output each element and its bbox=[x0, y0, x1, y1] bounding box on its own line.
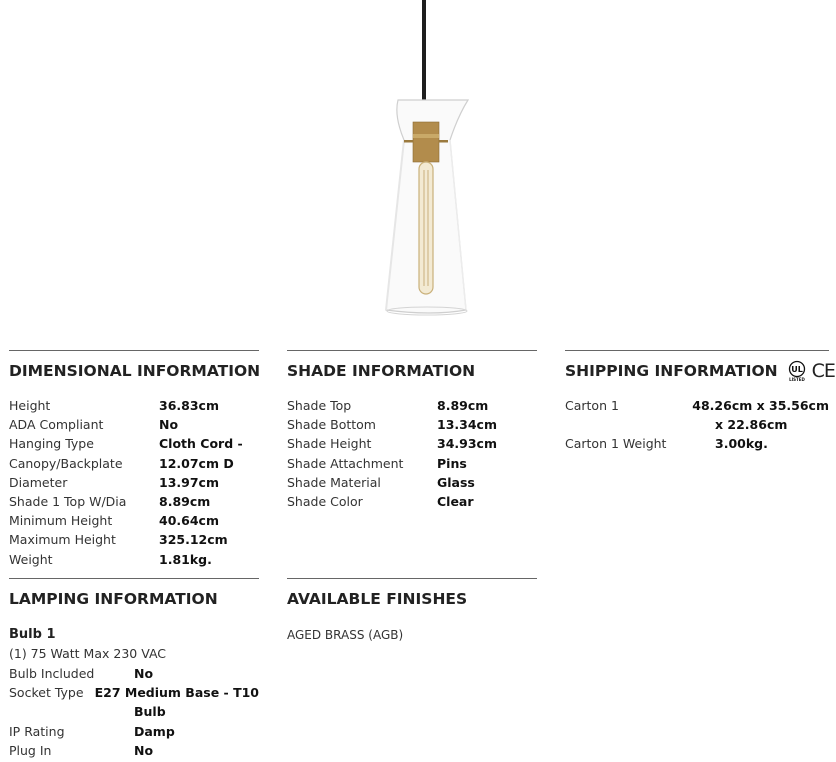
spec-row bbox=[9, 664, 259, 683]
spec-label: IP Rating bbox=[9, 723, 65, 739]
spec-label: Socket Type bbox=[9, 685, 84, 701]
product-image bbox=[360, 0, 480, 330]
spec-value-continued: Bulb bbox=[134, 704, 166, 720]
spec-label: Shade Top bbox=[287, 398, 352, 413]
spec-value: Damp bbox=[134, 723, 175, 739]
shipping-section bbox=[565, 350, 835, 454]
spec-value: Clear bbox=[437, 494, 474, 510]
section-title: DIMENSIONAL INFORMATION bbox=[9, 350, 259, 386]
spec-row bbox=[287, 396, 537, 415]
section-title-row bbox=[565, 350, 835, 386]
section-title: SHADE INFORMATION bbox=[287, 350, 537, 386]
spec-row bbox=[565, 434, 829, 453]
spec-label: Weight bbox=[9, 551, 53, 567]
spec-row bbox=[287, 434, 537, 453]
spec-value: 8.89cm bbox=[437, 398, 489, 413]
spec-label: Carton 1 bbox=[565, 398, 619, 413]
spec-label: ADA Compliant bbox=[9, 417, 104, 433]
spec-row bbox=[9, 741, 259, 760]
certification-logos bbox=[786, 360, 835, 382]
section-title: SHIPPING INFORMATION bbox=[565, 362, 778, 380]
bulb-description: (1) 75 Watt Max 230 VAC bbox=[9, 646, 167, 661]
spec-row bbox=[9, 722, 259, 741]
spec-row bbox=[9, 473, 259, 492]
section-title: LAMPING INFORMATION bbox=[9, 578, 259, 614]
spec-value: No bbox=[159, 417, 179, 433]
spec-row bbox=[9, 511, 259, 530]
spec-row bbox=[287, 492, 537, 511]
spec-value: 13.34cm bbox=[437, 417, 497, 433]
ul-listed-icon bbox=[786, 360, 810, 382]
spec-value-continued: x 22.86cm bbox=[715, 417, 788, 433]
spec-label: Plug In bbox=[9, 742, 52, 758]
spec-value: 36.83cm bbox=[159, 398, 219, 413]
spec-value: No bbox=[134, 666, 154, 681]
spec-label: Shade Color bbox=[287, 494, 363, 510]
spec-value: 3.00kg. bbox=[715, 436, 768, 452]
spec-label: Shade Attachment bbox=[287, 455, 404, 471]
spec-row bbox=[9, 492, 259, 511]
spec-label: Canopy/Backplate bbox=[9, 455, 123, 471]
lamping-section bbox=[9, 578, 259, 760]
ul-listed-text: LISTED bbox=[788, 377, 805, 382]
finish-item: AGED BRASS (AGB) bbox=[287, 628, 404, 642]
spec-label: Diameter bbox=[9, 474, 68, 490]
spec-row bbox=[287, 473, 537, 492]
spec-value: 1.81kg. bbox=[159, 551, 212, 567]
spec-label: Shade 1 Top W/Dia bbox=[9, 494, 127, 510]
spec-label: Hanging Type bbox=[9, 436, 94, 452]
spec-value: 8.89cm bbox=[159, 494, 211, 510]
spec-row-continued bbox=[565, 415, 829, 434]
spec-value: 34.93cm bbox=[437, 436, 497, 452]
spec-label: Carton 1 Weight bbox=[565, 436, 667, 452]
shade-section bbox=[287, 350, 537, 511]
spec-row bbox=[9, 550, 259, 569]
spec-value: 13.97cm bbox=[159, 474, 219, 490]
finishes-section bbox=[287, 578, 537, 642]
spec-row bbox=[565, 396, 829, 415]
spec-label: Maximum Height bbox=[9, 532, 116, 548]
spec-value: No bbox=[134, 742, 154, 758]
spec-value: 48.26cm x 35.56cm bbox=[692, 398, 829, 413]
spec-value: 325.12cm bbox=[159, 532, 228, 548]
spec-label: Shade Bottom bbox=[287, 417, 376, 433]
spec-row bbox=[9, 683, 259, 702]
spec-label: Bulb Included bbox=[9, 666, 95, 681]
section-title: AVAILABLE FINISHES bbox=[287, 578, 537, 614]
spec-row bbox=[9, 415, 259, 434]
ul-mark: UL bbox=[790, 365, 803, 374]
spec-label: Shade Material bbox=[287, 474, 381, 490]
spec-row bbox=[9, 454, 259, 473]
bulb-title: Bulb 1 bbox=[9, 627, 56, 642]
dimensional-section bbox=[9, 350, 259, 569]
spec-row bbox=[9, 530, 259, 549]
spec-value: Cloth Cord - bbox=[159, 436, 243, 452]
spec-row-continued bbox=[9, 702, 259, 721]
spec-label: Height bbox=[9, 398, 51, 413]
pendant-lamp-icon bbox=[360, 0, 480, 330]
spec-label: Shade Height bbox=[287, 436, 372, 452]
spec-value: Glass bbox=[437, 474, 475, 490]
spec-row bbox=[9, 434, 259, 453]
spec-value: 12.07cm D bbox=[159, 455, 234, 471]
spec-label: Minimum Height bbox=[9, 513, 113, 529]
spec-value: E27 Medium Base - T10 bbox=[94, 685, 259, 701]
spec-row bbox=[287, 415, 537, 434]
spec-value: 40.64cm bbox=[159, 513, 219, 529]
spec-value: Pins bbox=[437, 455, 467, 471]
ce-mark-icon: CE bbox=[811, 360, 835, 382]
spec-row bbox=[9, 396, 259, 415]
spec-row bbox=[287, 454, 537, 473]
